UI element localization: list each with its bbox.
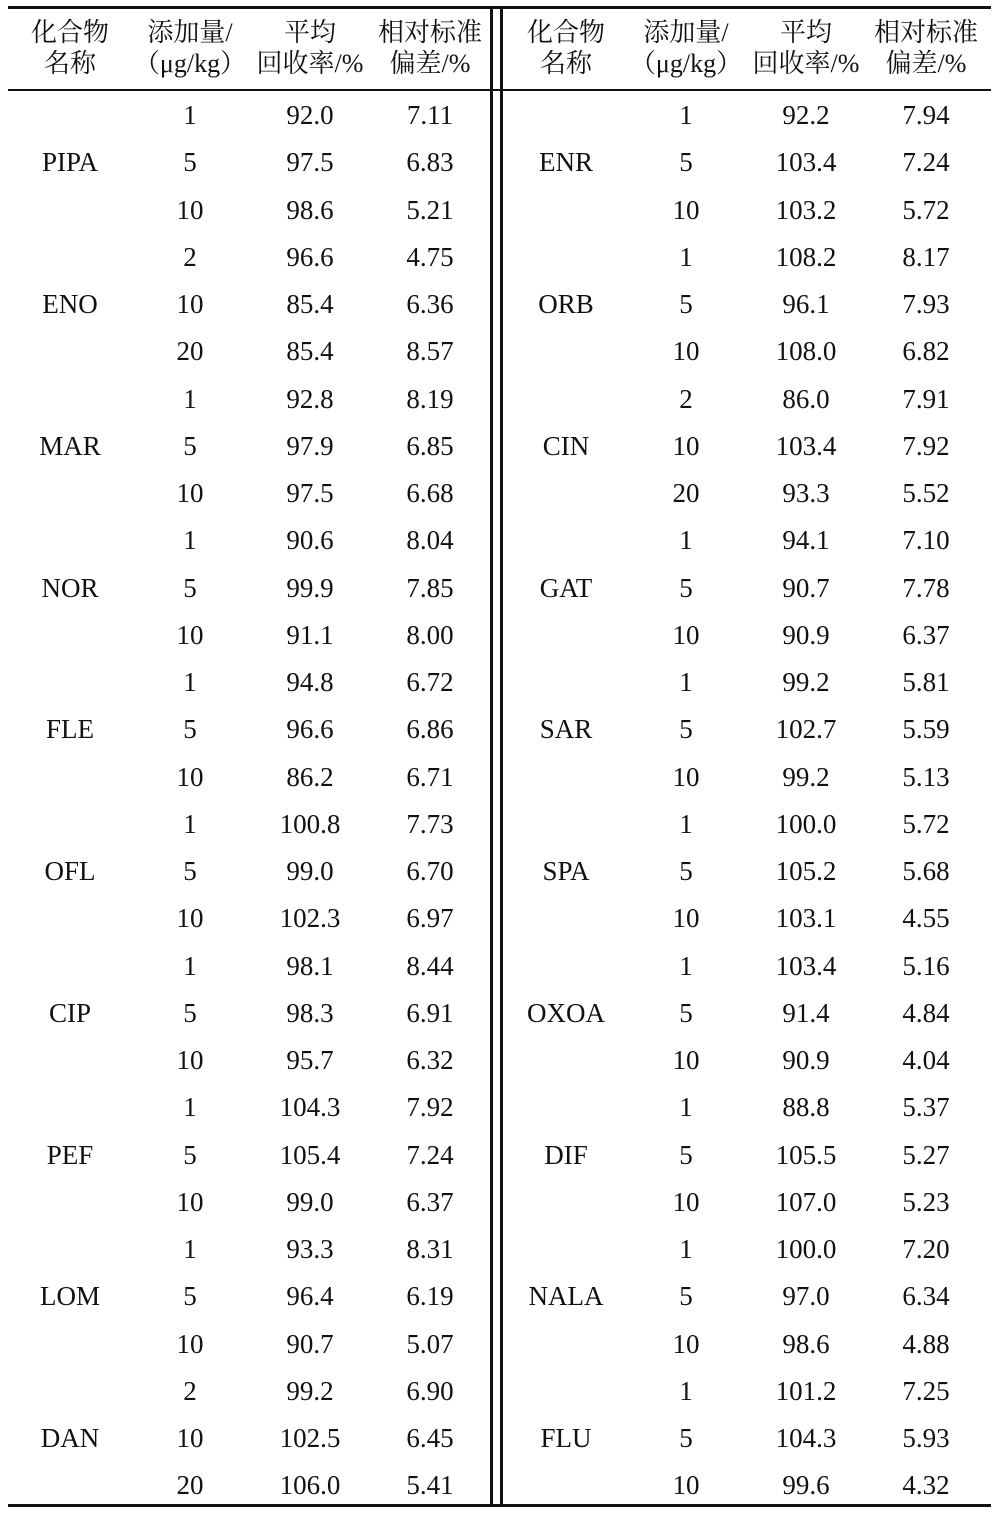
recovery-cell: 103.4 (775, 950, 837, 981)
table-row (0, 1092, 492, 1122)
table-row (0, 998, 492, 1028)
table-row (496, 998, 999, 1028)
recovery-cell: 86.2 (286, 761, 334, 792)
dose-cell: 1 (183, 525, 197, 556)
recovery-cell: 92.0 (286, 100, 334, 130)
table-row (496, 336, 999, 366)
rsd-cell: 5.72 (902, 194, 950, 225)
rsd-cell: 6.70 (406, 856, 454, 886)
recovery-cell: 88.8 (782, 1092, 830, 1123)
dose-cell: 5 (679, 572, 693, 603)
header-dose-line1: 添加量/ (643, 18, 729, 47)
dose-cell: 10 (672, 619, 700, 650)
recovery-cell: 94.8 (286, 667, 334, 697)
rsd-cell: 4.32 (902, 1470, 950, 1501)
dose-cell: 5 (183, 997, 197, 1028)
rsd-cell: 6.82 (902, 336, 950, 367)
dose-cell: 5 (679, 1423, 693, 1453)
recovery-cell: 92.8 (286, 383, 334, 414)
rsd-cell: 5.81 (902, 667, 950, 697)
recovery-cell: 107.0 (775, 1186, 837, 1217)
rsd-cell: 7.93 (902, 289, 950, 319)
header-compound-line1: 化合物 (526, 18, 605, 47)
rsd-cell: 5.07 (406, 1328, 454, 1359)
dose-cell: 10 (176, 1423, 204, 1453)
recovery-cell: 99.0 (286, 1186, 334, 1217)
rsd-cell: 6.90 (406, 1375, 454, 1406)
table-row (0, 100, 492, 130)
header-recovery-line1: 平均 (283, 18, 336, 47)
rsd-cell: 7.94 (902, 100, 950, 130)
rsd-cell: 6.32 (406, 1045, 454, 1075)
table-row (0, 1376, 492, 1406)
rsd-cell: 5.93 (902, 1423, 950, 1453)
dose-cell: 1 (183, 100, 197, 130)
compound-name: FLE (45, 714, 94, 745)
table-row (496, 667, 999, 697)
table-row (496, 1376, 999, 1406)
table-row (0, 242, 492, 272)
recovery-cell: 90.7 (782, 572, 830, 603)
table-row (496, 242, 999, 272)
recovery-cell: 99.2 (782, 761, 830, 792)
table-row (0, 1187, 492, 1217)
table-row (496, 1140, 999, 1170)
dose-cell: 1 (679, 241, 693, 272)
recovery-cell: 104.3 (775, 1423, 837, 1453)
recovery-cell: 99.2 (286, 1375, 334, 1406)
recovery-cell: 97.5 (286, 478, 334, 508)
dose-cell: 5 (679, 997, 693, 1028)
recovery-cell: 93.3 (286, 1234, 334, 1264)
rsd-cell: 7.92 (902, 430, 950, 461)
rsd-cell: 5.13 (902, 761, 950, 792)
dose-cell: 5 (679, 1139, 693, 1170)
table-row (496, 809, 999, 839)
recovery-cell: 106.0 (279, 1470, 341, 1501)
compound-name: NOR (41, 572, 99, 603)
dose-cell: 1 (679, 1234, 693, 1264)
header-recovery-line1: 平均 (779, 18, 832, 47)
table-row (496, 384, 999, 414)
rsd-cell: 7.24 (406, 1139, 454, 1170)
dose-cell: 5 (183, 430, 197, 461)
dose-cell: 10 (176, 1186, 204, 1217)
recovery-cell: 99.6 (782, 1470, 830, 1501)
rsd-cell: 7.10 (902, 525, 950, 556)
rsd-cell: 5.68 (902, 856, 950, 886)
table-row (0, 1234, 492, 1264)
table-row (496, 195, 999, 225)
dose-cell: 5 (679, 147, 693, 178)
recovery-cell: 105.4 (279, 1139, 341, 1170)
dose-cell: 10 (176, 903, 204, 934)
rsd-cell: 5.27 (902, 1139, 950, 1170)
header-recovery-line2: 回收率/% (752, 49, 860, 78)
header-dose (626, 17, 746, 79)
table-row (0, 667, 492, 697)
compound-name: OFL (44, 856, 96, 886)
dose-cell: 1 (679, 1375, 693, 1406)
header-compound (516, 17, 616, 79)
rsd-cell: 7.25 (902, 1375, 950, 1406)
table-row (0, 762, 492, 792)
dose-cell: 10 (176, 761, 204, 792)
dose-cell: 20 (672, 478, 700, 508)
table-row (0, 289, 492, 319)
recovery-cell: 90.7 (286, 1328, 334, 1359)
recovery-cell: 91.4 (782, 997, 830, 1028)
table-row (496, 147, 999, 177)
header-rsd (866, 17, 986, 79)
dose-cell: 1 (679, 100, 693, 130)
rsd-cell: 6.72 (406, 667, 454, 697)
rsd-cell: 4.75 (406, 241, 454, 272)
rsd-cell: 5.41 (406, 1470, 454, 1501)
compound-name: MAR (39, 430, 101, 461)
rsd-cell: 7.92 (406, 1092, 454, 1123)
table-row (496, 714, 999, 744)
table-row (0, 195, 492, 225)
header-compound-line1: 化合物 (30, 18, 109, 47)
header-rsd-line1: 相对标准 (377, 18, 482, 47)
recovery-cell: 90.9 (782, 619, 830, 650)
header-compound (20, 17, 120, 79)
recovery-cell: 105.5 (775, 1139, 837, 1170)
recovery-cell: 91.1 (286, 619, 334, 650)
recovery-cell: 108.2 (775, 241, 837, 272)
dose-cell: 1 (679, 1092, 693, 1123)
rsd-cell: 5.21 (406, 194, 454, 225)
table-row (0, 714, 492, 744)
header-dose-line1: 添加量/ (147, 18, 233, 47)
dose-cell: 1 (679, 950, 693, 981)
recovery-cell: 98.3 (286, 997, 334, 1028)
rsd-cell: 6.86 (406, 714, 454, 745)
rsd-cell: 8.31 (406, 1234, 454, 1264)
dose-cell: 5 (679, 714, 693, 745)
dose-cell: 10 (672, 194, 700, 225)
recovery-cell: 85.4 (286, 289, 334, 319)
rsd-cell: 7.11 (406, 100, 454, 130)
dose-cell: 10 (672, 1470, 700, 1501)
recovery-cell: 101.2 (775, 1375, 837, 1406)
table-row (0, 147, 492, 177)
recovery-cell: 85.4 (286, 336, 334, 367)
recovery-cell: 99.9 (286, 572, 334, 603)
table-row (496, 762, 999, 792)
table-row (496, 525, 999, 555)
table-row (496, 289, 999, 319)
rsd-cell: 8.00 (406, 619, 454, 650)
recovery-cell: 102.7 (775, 714, 837, 745)
dose-cell: 1 (679, 808, 693, 839)
compound-name: DAN (40, 1423, 100, 1453)
recovery-cell: 108.0 (775, 336, 837, 367)
dose-cell: 5 (183, 856, 197, 886)
recovery-cell: 98.6 (286, 194, 334, 225)
recovery-cell: 98.1 (286, 950, 334, 981)
header-recovery-line2: 回收率/% (256, 49, 364, 78)
rsd-cell: 6.34 (902, 1281, 950, 1312)
dose-cell: 1 (183, 808, 197, 839)
dose-cell: 5 (183, 1281, 197, 1312)
rsd-cell: 6.91 (406, 997, 454, 1028)
dose-cell: 20 (176, 336, 204, 367)
header-rsd-line1: 相对标准 (873, 18, 978, 47)
dose-cell: 20 (176, 1470, 204, 1501)
dose-cell: 1 (183, 1092, 197, 1123)
table-row (0, 573, 492, 603)
dose-cell: 10 (176, 289, 204, 319)
rsd-cell: 4.84 (902, 997, 950, 1028)
rsd-cell: 6.71 (406, 761, 454, 792)
recovery-cell: 97.0 (782, 1281, 830, 1312)
compound-name: SAR (539, 714, 593, 745)
header-recovery (746, 17, 866, 79)
recovery-cell: 90.6 (286, 525, 334, 556)
rsd-cell: 7.24 (902, 147, 950, 178)
recovery-cell: 103.1 (775, 903, 837, 934)
table-row (0, 1045, 492, 1075)
rsd-cell: 4.88 (902, 1328, 950, 1359)
rsd-cell: 8.44 (406, 950, 454, 981)
compound-name: NALA (528, 1281, 604, 1312)
dose-cell: 10 (176, 619, 204, 650)
recovery-cell: 102.5 (279, 1423, 341, 1453)
compound-name: CIP (48, 997, 92, 1028)
recovery-cell: 100.8 (279, 808, 341, 839)
table-row (496, 1234, 999, 1264)
table-row (496, 1329, 999, 1359)
table-row (0, 384, 492, 414)
compound-name: ENO (42, 289, 98, 319)
rsd-cell: 5.72 (902, 808, 950, 839)
recovery-cell: 100.0 (775, 808, 837, 839)
rsd-cell: 7.91 (902, 383, 950, 414)
header-dose-line2: （μg/kg） (629, 49, 743, 78)
dose-cell: 5 (679, 856, 693, 886)
recovery-cell: 99.0 (286, 856, 334, 886)
table-row (0, 951, 492, 981)
recovery-cell: 103.2 (775, 194, 837, 225)
dose-cell: 5 (183, 572, 197, 603)
recovery-cell: 86.0 (782, 383, 830, 414)
rsd-cell: 8.04 (406, 525, 454, 556)
table-row (496, 1470, 999, 1500)
rsd-cell: 5.23 (902, 1186, 950, 1217)
header-rsd (370, 17, 490, 79)
recovery-cell: 97.9 (286, 430, 334, 461)
rsd-cell: 7.20 (902, 1234, 950, 1264)
dose-cell: 5 (183, 714, 197, 745)
dose-cell: 10 (672, 336, 700, 367)
table-row (0, 620, 492, 650)
recovery-cell: 95.7 (286, 1045, 334, 1075)
table-row (496, 620, 999, 650)
table-row (0, 1423, 492, 1453)
rsd-cell: 6.85 (406, 430, 454, 461)
dose-cell: 10 (176, 478, 204, 508)
rsd-cell: 4.04 (902, 1045, 950, 1075)
dose-cell: 1 (679, 525, 693, 556)
compound-name: DIF (544, 1139, 588, 1170)
rsd-cell: 6.45 (406, 1423, 454, 1453)
table-row (496, 573, 999, 603)
recovery-cell: 102.3 (279, 903, 341, 934)
rsd-cell: 7.73 (406, 808, 454, 839)
header-rsd-line2: 偏差/% (389, 49, 471, 78)
rsd-cell: 4.55 (902, 903, 950, 934)
compound-name: LOM (40, 1281, 100, 1312)
dose-cell: 10 (176, 194, 204, 225)
dose-cell: 1 (183, 1234, 197, 1264)
recovery-cell: 103.4 (775, 430, 837, 461)
recovery-cell: 92.2 (782, 100, 830, 130)
table-row (496, 478, 999, 508)
compound-name: GAT (539, 572, 593, 603)
header-compound-line2: 名称 (43, 49, 96, 78)
recovery-cell: 97.5 (286, 147, 334, 178)
recovery-cell: 100.0 (775, 1234, 837, 1264)
recovery-cell: 103.4 (775, 147, 837, 178)
dose-cell: 10 (672, 903, 700, 934)
compound-name: ORB (538, 289, 594, 319)
header-dose-line2: （μg/kg） (133, 49, 247, 78)
recovery-cell: 96.6 (286, 241, 334, 272)
header-dose (130, 17, 250, 79)
recovery-cell: 93.3 (782, 478, 830, 508)
table-row (0, 525, 492, 555)
dose-cell: 1 (183, 667, 197, 697)
table-row (0, 809, 492, 839)
rsd-cell: 5.37 (902, 1092, 950, 1123)
dose-cell: 5 (679, 289, 693, 319)
rsd-cell: 7.78 (902, 572, 950, 603)
rsd-cell: 8.17 (902, 241, 950, 272)
recovery-cell: 98.6 (782, 1328, 830, 1359)
compound-name: OXOA (527, 997, 605, 1028)
dose-cell: 1 (183, 383, 197, 414)
dose-cell: 1 (183, 950, 197, 981)
rsd-cell: 6.36 (406, 289, 454, 319)
dose-cell: 5 (183, 147, 197, 178)
dose-cell: 1 (679, 667, 693, 697)
dose-cell: 10 (176, 1045, 204, 1075)
table-row (0, 856, 492, 886)
recovery-cell: 96.4 (286, 1281, 334, 1312)
compound-name: PIPA (41, 147, 99, 178)
table-row (496, 903, 999, 933)
dose-cell: 5 (679, 1281, 693, 1312)
table-row (496, 431, 999, 461)
rsd-cell: 8.57 (406, 336, 454, 367)
rsd-cell: 6.37 (406, 1186, 454, 1217)
dose-cell: 10 (672, 1045, 700, 1075)
table-row (496, 1281, 999, 1311)
recovery-cell: 105.2 (775, 856, 837, 886)
recovery-cell: 99.2 (782, 667, 830, 697)
rsd-cell: 6.83 (406, 147, 454, 178)
dose-cell: 10 (672, 430, 700, 461)
dose-cell: 10 (672, 761, 700, 792)
rsd-cell: 6.68 (406, 478, 454, 508)
compound-name: CIN (542, 430, 590, 461)
recovery-cell: 104.3 (279, 1092, 341, 1123)
table-row (0, 1329, 492, 1359)
rsd-cell: 6.19 (406, 1281, 454, 1312)
rsd-cell: 7.85 (406, 572, 454, 603)
compound-name: PEF (46, 1139, 94, 1170)
header-recovery (250, 17, 370, 79)
dose-cell: 2 (183, 241, 197, 272)
rsd-cell: 8.19 (406, 383, 454, 414)
recovery-cell: 90.9 (782, 1045, 830, 1075)
header-rsd-line2: 偏差/% (885, 49, 967, 78)
table-row (0, 431, 492, 461)
dose-cell: 2 (183, 1375, 197, 1406)
table-row (496, 951, 999, 981)
rsd-cell: 6.37 (902, 619, 950, 650)
dose-cell: 10 (672, 1186, 700, 1217)
dose-cell: 2 (679, 383, 693, 414)
compound-name: SPA (542, 856, 590, 886)
rsd-cell: 5.52 (902, 478, 950, 508)
table-row (496, 1045, 999, 1075)
table-row (0, 1140, 492, 1170)
rsd-cell: 6.97 (406, 903, 454, 934)
dose-cell: 5 (183, 1139, 197, 1170)
table-row (496, 856, 999, 886)
recovery-cell: 94.1 (782, 525, 830, 556)
recovery-cell: 96.6 (286, 714, 334, 745)
table-row (0, 903, 492, 933)
dose-cell: 10 (176, 1328, 204, 1359)
table-row (496, 100, 999, 130)
compound-name: FLU (540, 1423, 592, 1453)
recovery-cell: 96.1 (782, 289, 830, 319)
table-row (0, 478, 492, 508)
table-row (496, 1187, 999, 1217)
table-row (496, 1423, 999, 1453)
table-row (0, 336, 492, 366)
table-row (496, 1092, 999, 1122)
dose-cell: 10 (672, 1328, 700, 1359)
table-row (0, 1470, 492, 1500)
rsd-cell: 5.59 (902, 714, 950, 745)
rsd-cell: 5.16 (902, 950, 950, 981)
header-compound-line2: 名称 (539, 49, 592, 78)
compound-name: ENR (539, 147, 593, 178)
table-row (0, 1281, 492, 1311)
